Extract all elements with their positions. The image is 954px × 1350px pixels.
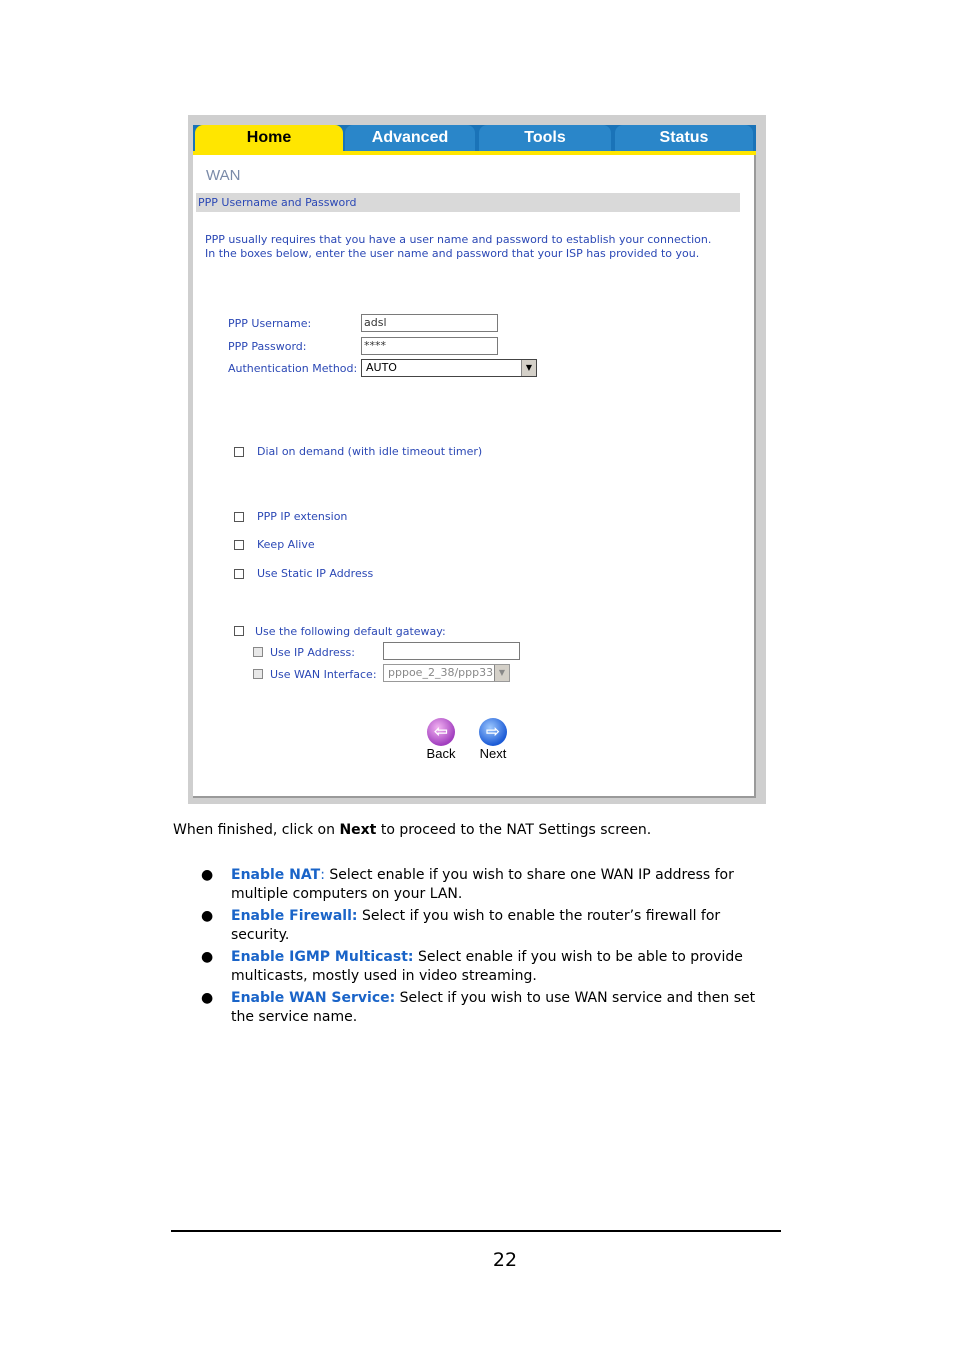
bullet-term: Enable Firewall: <box>231 908 358 924</box>
tab-underline <box>193 151 756 155</box>
auth-method-select[interactable] <box>361 359 537 377</box>
bullet-term: Enable IGMP Multicast: <box>231 949 414 965</box>
tab-tools[interactable]: Tools <box>479 125 611 151</box>
footer-divider <box>171 1230 781 1232</box>
bullet-icon: ● <box>201 867 214 883</box>
static-ip-label: Use Static IP Address <box>257 567 374 580</box>
bullet-text-line-1: Select enable if you wish to be able to provide <box>413 949 743 965</box>
use-wan-interface-checkbox[interactable] <box>253 669 263 679</box>
bullet-text-line-1: Select if you wish to use WAN service and then set <box>395 990 756 1006</box>
chevron-down-icon: ▼ <box>521 360 536 376</box>
tab-advanced[interactable]: Advanced <box>345 125 475 151</box>
use-ip-address-checkbox[interactable] <box>253 647 263 657</box>
bullet-text-line-2: multicasts, mostly used in video streaming. <box>231 968 537 984</box>
chevron-down-icon: ▼ <box>494 665 509 681</box>
list-item <box>200 948 760 986</box>
keep-alive-checkbox[interactable] <box>234 540 244 550</box>
router-ui-screenshot <box>188 115 766 804</box>
back-arrow-icon: ⇦ <box>427 718 455 746</box>
para-next-emphasis: Next <box>339 822 377 838</box>
section-header: PPP Username and Password <box>196 193 740 212</box>
ip-address-input[interactable] <box>383 642 520 660</box>
tab-status[interactable]: Status <box>615 125 753 151</box>
page-number: 22 <box>492 1249 518 1271</box>
use-ip-address-label: Use IP Address: <box>270 646 355 659</box>
bullet-text-line-2: security. <box>231 927 290 943</box>
password-input[interactable]: **** <box>361 337 498 355</box>
next-arrow-icon: ⇨ <box>479 718 507 746</box>
wan-interface-select[interactable] <box>383 664 510 682</box>
intro-line-1: PPP usually requires that you have a user name and password to establish your connection. <box>205 233 712 246</box>
bullet-icon: ● <box>201 990 214 1006</box>
para-text-before: When finished, click on <box>173 822 335 838</box>
bullet-text-line-2: multiple computers on your LAN. <box>231 886 463 902</box>
tab-home[interactable]: Home <box>195 125 343 151</box>
tab-bar <box>193 125 756 151</box>
auth-method-label: Authentication Method: <box>228 362 358 375</box>
username-input[interactable]: adsl <box>361 314 498 332</box>
bullet-term: Enable NAT <box>231 867 321 883</box>
page-title: WAN <box>206 167 241 184</box>
static-ip-checkbox[interactable] <box>234 569 244 579</box>
bullet-text-line-1: Select if you wish to enable the router’s firewall for <box>357 908 721 924</box>
keep-alive-label: Keep Alive <box>257 538 315 551</box>
use-wan-interface-label: Use WAN Interface: <box>270 668 377 681</box>
bullet-icon: ● <box>201 949 214 965</box>
ppp-ip-extension-checkbox[interactable] <box>234 512 244 522</box>
settings-bullet-list <box>200 866 760 1030</box>
back-button[interactable] <box>421 718 461 761</box>
intro-line-2: In the boxes below, enter the user name and password that your ISP has provided to you. <box>205 247 700 260</box>
password-label: PPP Password: <box>228 340 307 353</box>
next-button[interactable] <box>473 718 513 761</box>
bullet-term-colon: : <box>320 867 325 883</box>
bullet-term: Enable WAN Service: <box>231 990 396 1006</box>
next-button-label: Next <box>479 746 507 761</box>
default-gateway-label: Use the following default gateway: <box>255 625 446 638</box>
bullet-text-line-1: Select enable if you wish to share one WAN IP address for <box>324 867 734 883</box>
list-item <box>200 989 760 1027</box>
default-gateway-checkbox[interactable] <box>234 626 244 636</box>
list-item <box>200 866 760 904</box>
dial-on-demand-checkbox[interactable] <box>234 447 244 457</box>
ppp-ip-extension-label: PPP IP extension <box>257 510 348 523</box>
auth-method-value: AUTO <box>366 361 397 374</box>
list-item <box>200 907 760 945</box>
instruction-paragraph <box>173 821 651 840</box>
back-button-label: Back <box>426 746 456 761</box>
username-label: PPP Username: <box>228 317 312 330</box>
bullet-icon: ● <box>201 908 214 924</box>
bullet-text-line-2: the service name. <box>231 1009 358 1025</box>
intro-text <box>205 233 711 261</box>
para-text-after: to proceed to the NAT Settings screen. <box>380 822 652 838</box>
wan-interface-value: pppoe_2_38/ppp33 <box>388 666 494 679</box>
dial-on-demand-label: Dial on demand (with idle timeout timer) <box>257 445 483 458</box>
router-ui-panel <box>193 125 756 798</box>
